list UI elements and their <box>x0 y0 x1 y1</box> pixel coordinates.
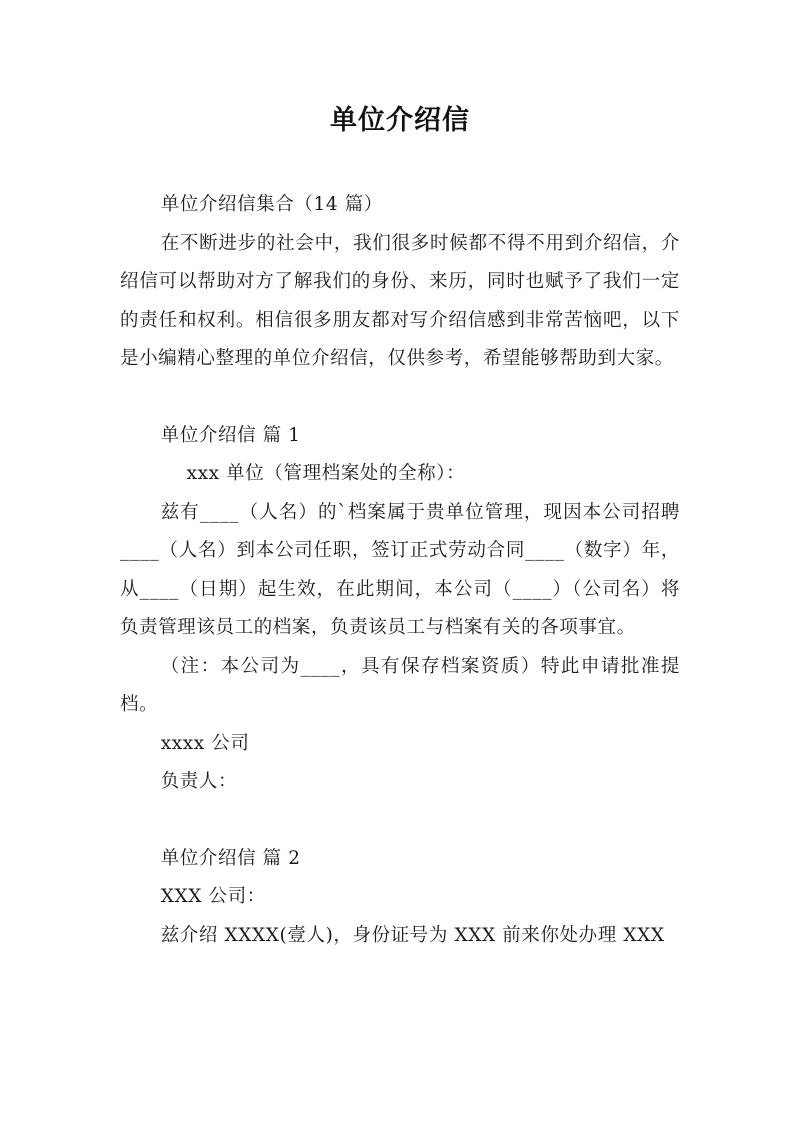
section-spacer <box>120 379 680 417</box>
section1-company: xxxx 公司 <box>160 732 250 754</box>
section1-addressee: xxx 单位（管理档案处的全称）： <box>186 463 466 484</box>
document-body <box>120 186 680 955</box>
section1-responsible: 负责人： <box>160 771 238 792</box>
intro-heading: 单位介绍信集合（14 篇） <box>160 194 383 215</box>
section2-heading: 单位介绍信 篇 2 <box>160 847 301 869</box>
section-spacer <box>120 802 680 840</box>
section2-addressee: XXX 公司： <box>160 886 266 907</box>
intro-paragraph: 在不断进步的社会中，我们很多时候都不得不用到介绍信，介绍信可以帮助对方了解我们的身份、来历，同时也赋予了我们一定的责任和权利。相信很多朋友都对写介绍信感到非常苦恼吧，以下是小编精心整理的单位介绍信，仅供参考，希望能够帮助到大家。 <box>120 232 680 369</box>
section1-paragraph-2: （注：本公司为____，具有保存档案资质）特此申请批准提档。 <box>120 655 680 715</box>
section1-heading: 单位介绍信 篇 1 <box>160 424 301 446</box>
section1-paragraph-1: 兹有____（人名）的`档案属于贵单位管理，现因本公司招聘____（人名）到本公司任职，签订正式劳动合同____（数字）年，从____（日期）起生效，在此期间，本公司（____）（公司名）将负责管理该员工的档案，负责该员工与档案有关的各项事宜。 <box>120 501 680 638</box>
section2-paragraph-1: 兹介绍 XXXX(壹人)，身份证号为 XXX 前来你处办理 XXX <box>160 924 665 946</box>
document-title: 单位介绍信 <box>330 105 470 136</box>
